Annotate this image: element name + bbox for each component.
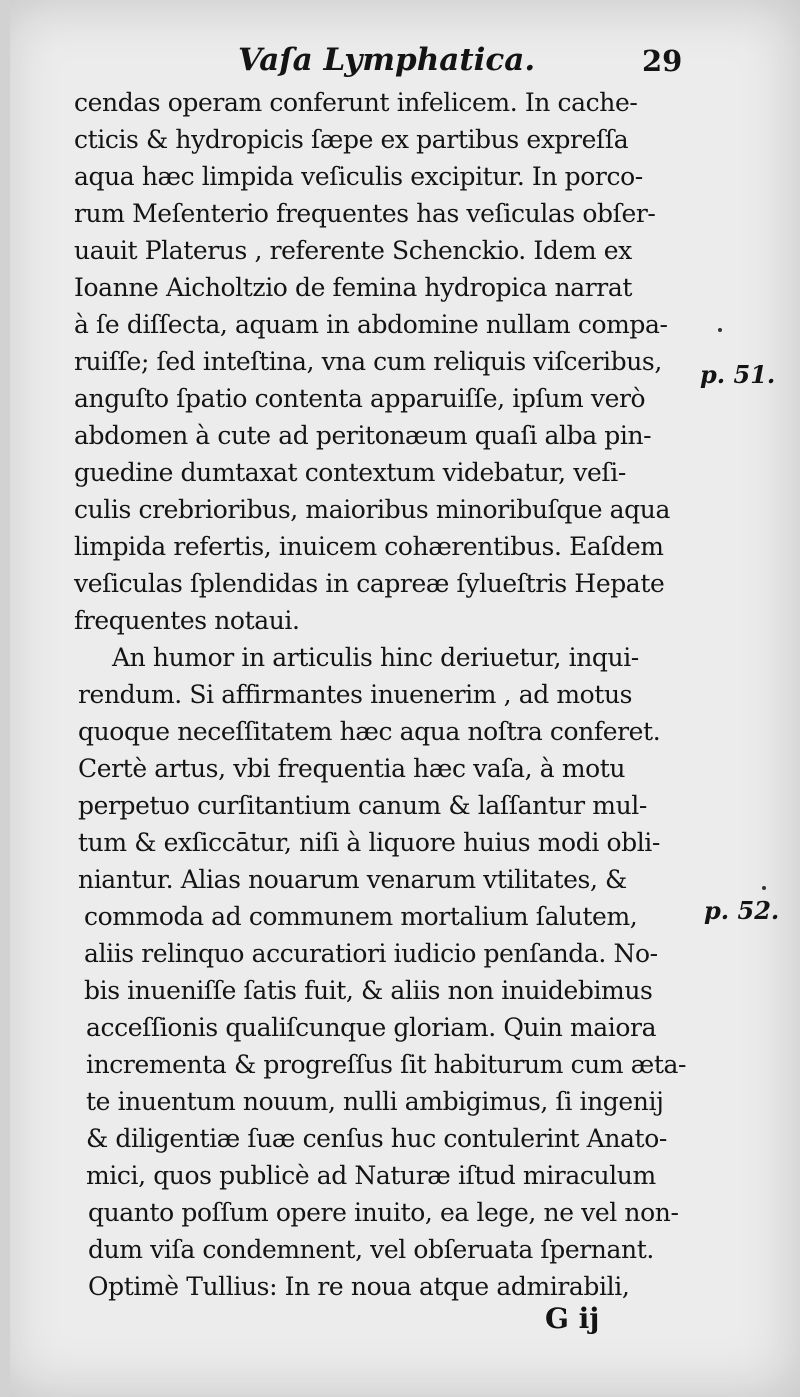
text-line: frequentes notaui.	[74, 606, 300, 635]
text-line: acceſſionis qualiſcunque gloriam. Quin maiora	[86, 1013, 657, 1042]
text-line: Certè artus, vbi frequentia hæc vaſa, à motu	[78, 754, 626, 783]
text-line: limpida refertis, inuicem cohærentibus. Eaſdem	[74, 532, 664, 561]
text-line: aliis relinquo accuratiori iudicio penſanda. No-	[84, 939, 658, 968]
text-line: Ioanne Aicholtzio de femina hydropica narrat	[74, 273, 632, 302]
text-line: & diligentiæ ſuæ cenſus huc contulerint Anato-	[86, 1124, 667, 1153]
text-line: cendas operam conferunt infelicem. In cache-	[74, 88, 638, 117]
text-line: à ſe diſſecta, aquam in abdomine nullam compa-	[74, 310, 668, 339]
signature-mark: G ij	[545, 1302, 600, 1335]
text-line: bis inueniſſe ſatis fuit, & aliis non inuidebimus	[84, 976, 653, 1005]
ink-speck	[762, 886, 766, 890]
page-header	[0, 42, 800, 92]
text-line: perpetuo curſitantium canum & laſſantur mul-	[78, 791, 647, 820]
text-line: tum & exſiccātur, niſi à liquore huius modi obli-	[78, 828, 660, 857]
text-line: An humor in articulis hinc deriuetur, inqui-	[112, 643, 639, 672]
text-line: uauit Platerus , referente Schenckio. Idem ex	[74, 236, 632, 265]
page-number: 29	[642, 44, 683, 78]
text-line: niantur. Alias nouarum venarum vtilitates, &	[78, 865, 627, 894]
text-line: dum viſa condemnent, vel obſeruata ſpernant.	[88, 1235, 654, 1264]
text-line: rum Meſenterio frequentes has veſiculas obſer-	[74, 199, 656, 228]
text-line: ruiſſe; ſed inteſtina, vna cum reliquis viſceribus,	[74, 347, 662, 376]
page-edge-shadow	[0, 0, 10, 1397]
text-line: mici, quos publicè ad Naturæ iſtud miraculum	[86, 1161, 656, 1190]
running-title: Vaſa Lymphatica.	[238, 42, 536, 78]
text-line: quanto poſſum opere inuito, ea lege, ne vel non-	[88, 1198, 679, 1227]
marginal-note: p. 52.	[704, 896, 780, 925]
text-line: culis crebrioribus, maioribus minoribuſque aqua	[74, 495, 670, 524]
text-line: quoque neceſſitatem hæc aqua noſtra conferet.	[78, 717, 661, 746]
text-line: veſiculas ſplendidas in capreæ ſylueſtris Hepate	[74, 569, 665, 598]
text-line: aqua hæc limpida veſiculis excipitur. In porco-	[74, 162, 643, 191]
text-line: commoda ad communem mortalium ſalutem,	[84, 902, 638, 931]
text-line: Optimè Tullius: In re noua atque admirabili,	[88, 1272, 630, 1301]
text-line: incrementa & progreſſus ſit habiturum cum æta-	[86, 1050, 687, 1079]
text-line: cticis & hydropicis ſæpe ex partibus expreſſa	[74, 125, 629, 154]
text-line: abdomen à cute ad peritonæum quaſi alba pin-	[74, 421, 652, 450]
ink-speck	[718, 328, 722, 332]
text-line: te inuentum nouum, nulli ambigimus, ſi ingenij	[86, 1087, 664, 1116]
text-line: guedine dumtaxat contextum videbatur, veſi-	[74, 458, 626, 487]
text-line: rendum. Si affirmantes inuenerim , ad motus	[78, 680, 633, 709]
text-line: anguſto ſpatio contenta apparuiſſe, ipſum verò	[74, 384, 646, 413]
marginal-note: p. 51.	[700, 360, 776, 389]
